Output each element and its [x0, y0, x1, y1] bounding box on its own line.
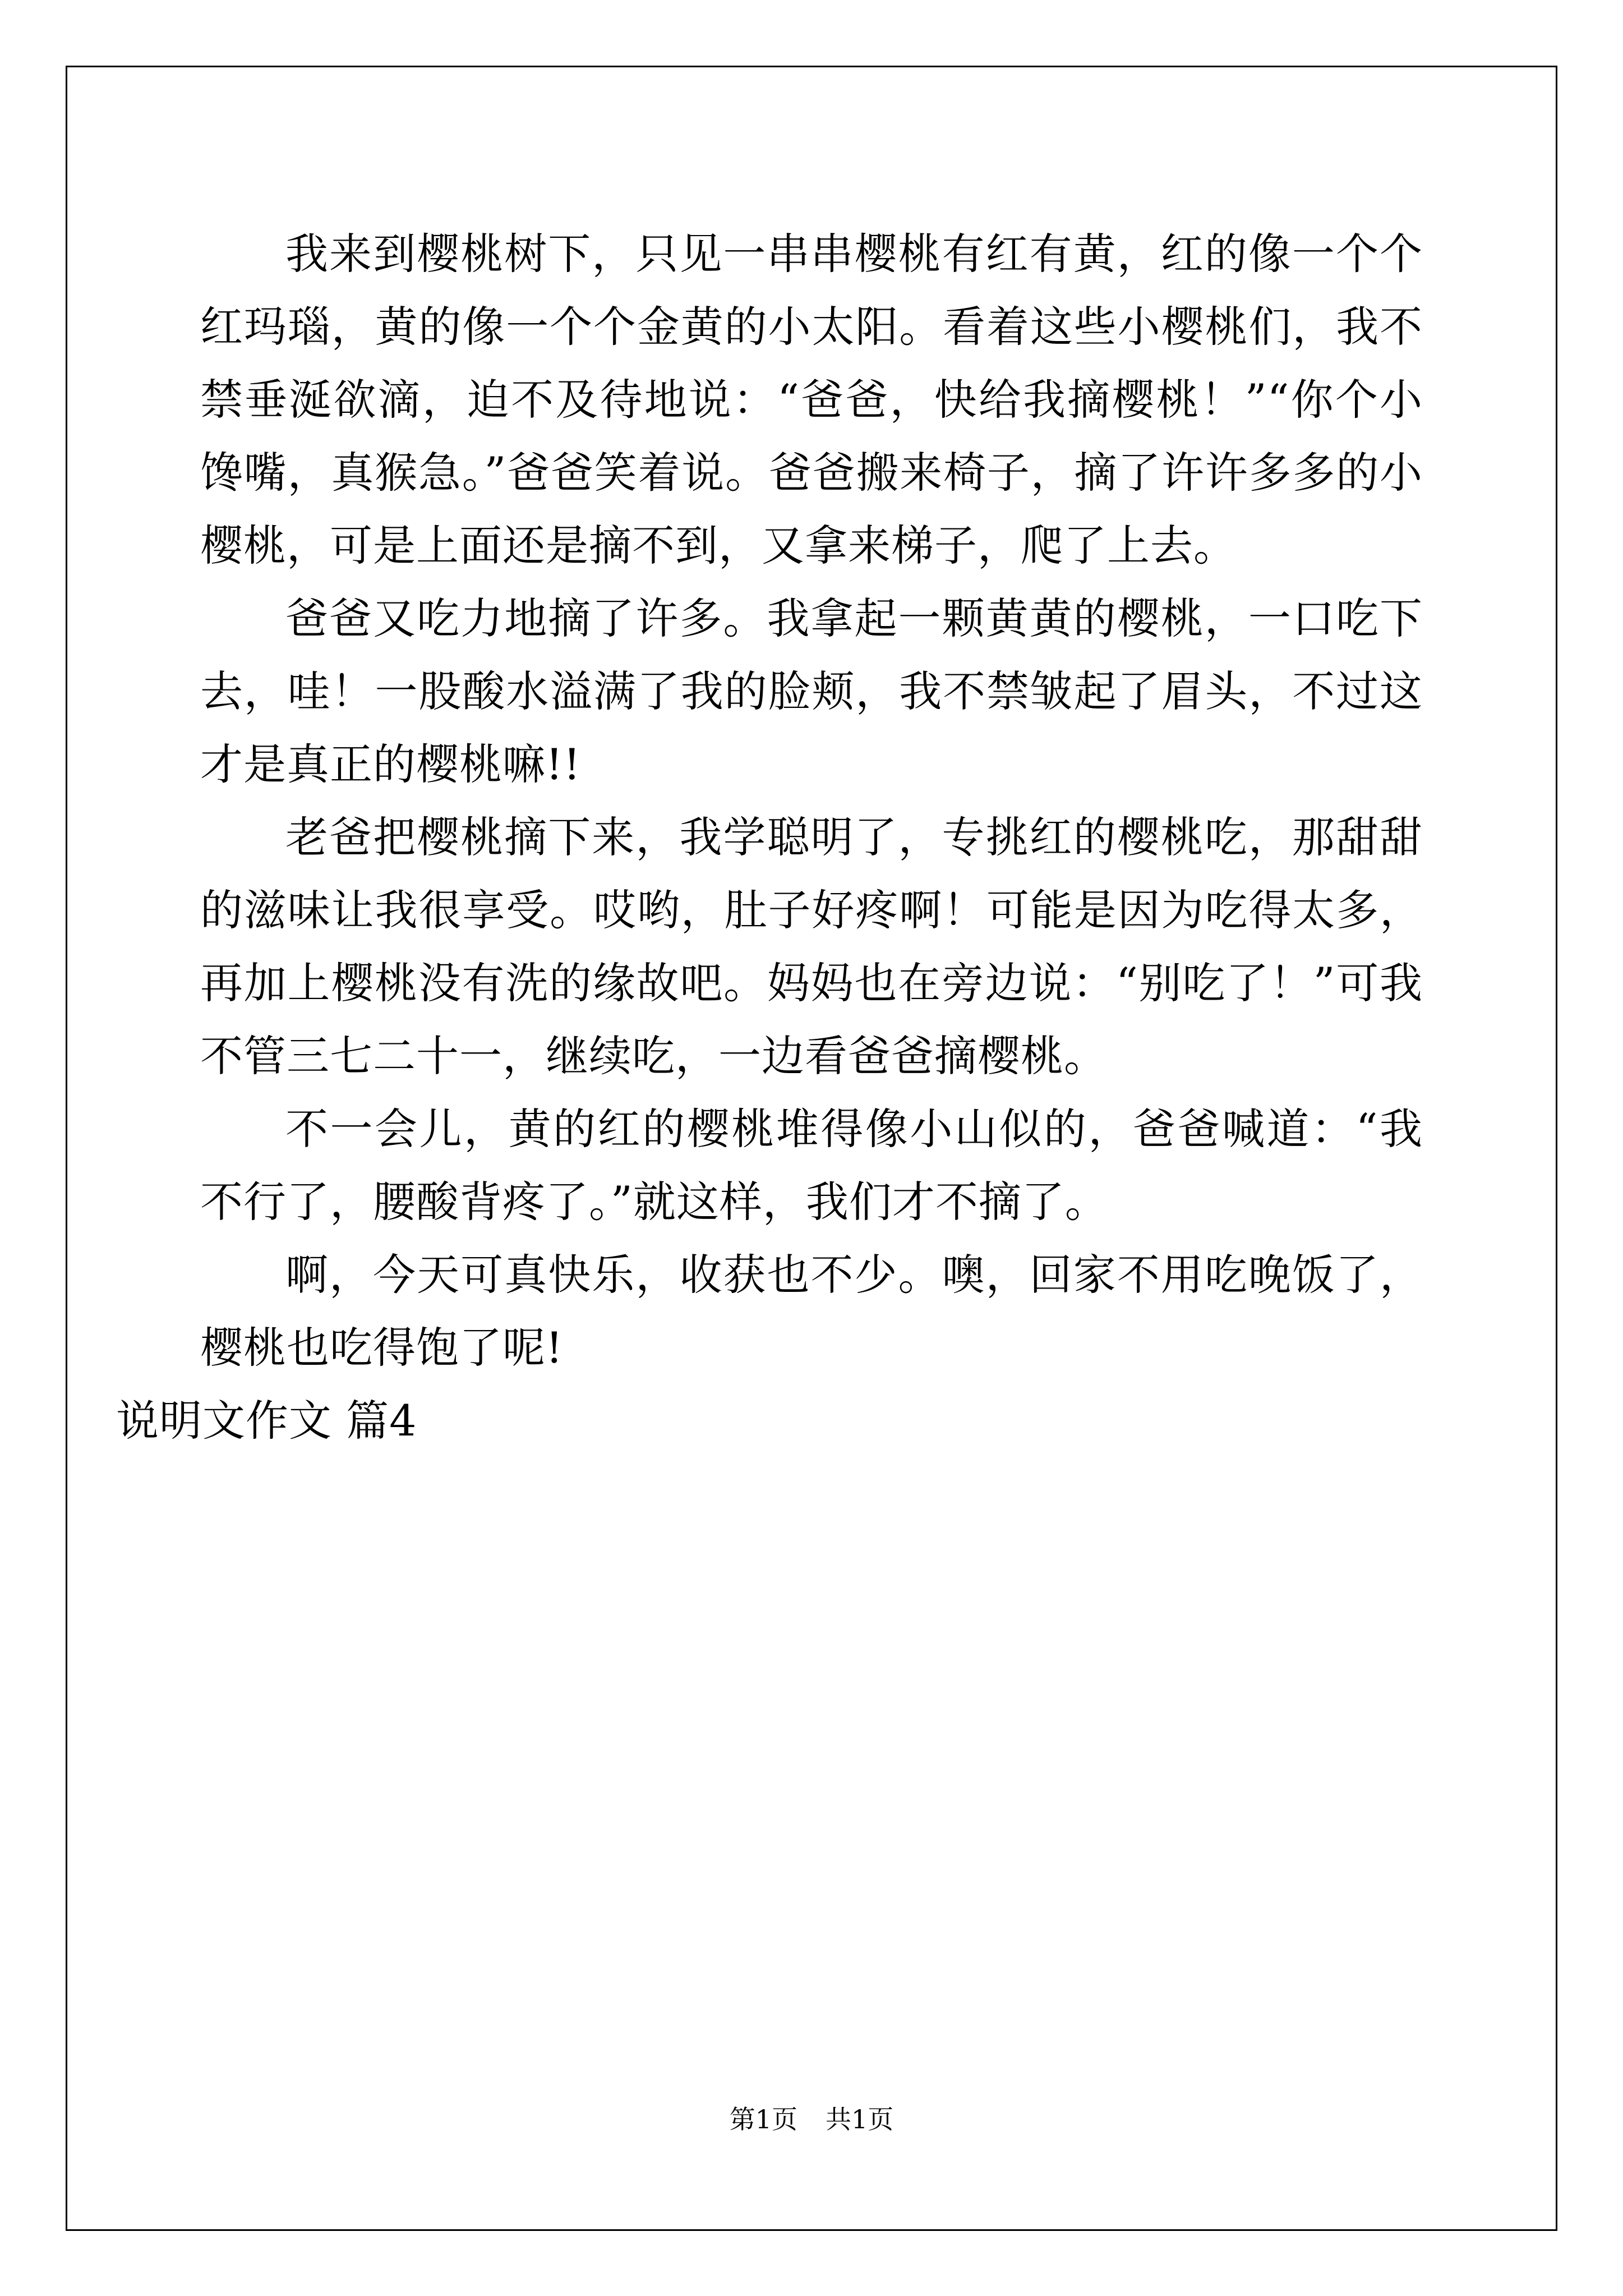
paragraph-1: 我来到樱桃树下，只见一串串樱桃有红有黄，红的像一个个红玛瑙，黄的像一个个金黄的小太阳。看着这些小樱桃们，我不禁垂涎欲滴，迫不及待地说：“爸爸，快给我摘樱桃！”“你个小馋嘴，真猴急。”爸爸笑着说。爸爸搬来椅子，摘了许许多多的小樱桃，可是上面还是摘不到，又拿来梯子，爬了上去。 [200, 229, 1423, 570]
page-number: 第1页 [729, 2104, 797, 2134]
paragraph-3: 老爸把樱桃摘下来，我学聪明了，专挑红的樱桃吃，那甜甜的滋味让我很享受。哎哟，肚子好疼啊！可能是因为吃得太多，再加上樱桃没有洗的缘故吧。妈妈也在旁边说：“别吃了！”可我不管三七二十一，继续吃，一边看爸爸摘樱桃。 [200, 812, 1423, 1081]
section-heading: 说明文作文 篇4 [116, 1396, 417, 1446]
document-body [116, 218, 1423, 1457]
paragraph-4: 不一会儿，黄的红的樱桃堆得像小山似的，爸爸喊道：“我不行了，腰酸背疼了。”就这样，我们才不摘了。 [200, 1104, 1423, 1227]
paragraph-2: 爸爸又吃力地摘了许多。我拿起一颗黄黄的樱桃，一口吃下去，哇！一股酸水溢满了我的脸颊，我不禁皱起了眉头，不过这才是真正的樱桃嘛!! [200, 593, 1423, 789]
page-footer [0, 2102, 1623, 2136]
paragraph-5: 啊，今天可真快乐，收获也不少。噢，回家不用吃晚饭了，樱桃也吃得饱了呢! [200, 1250, 1423, 1373]
page-total: 共1页 [826, 2104, 894, 2134]
